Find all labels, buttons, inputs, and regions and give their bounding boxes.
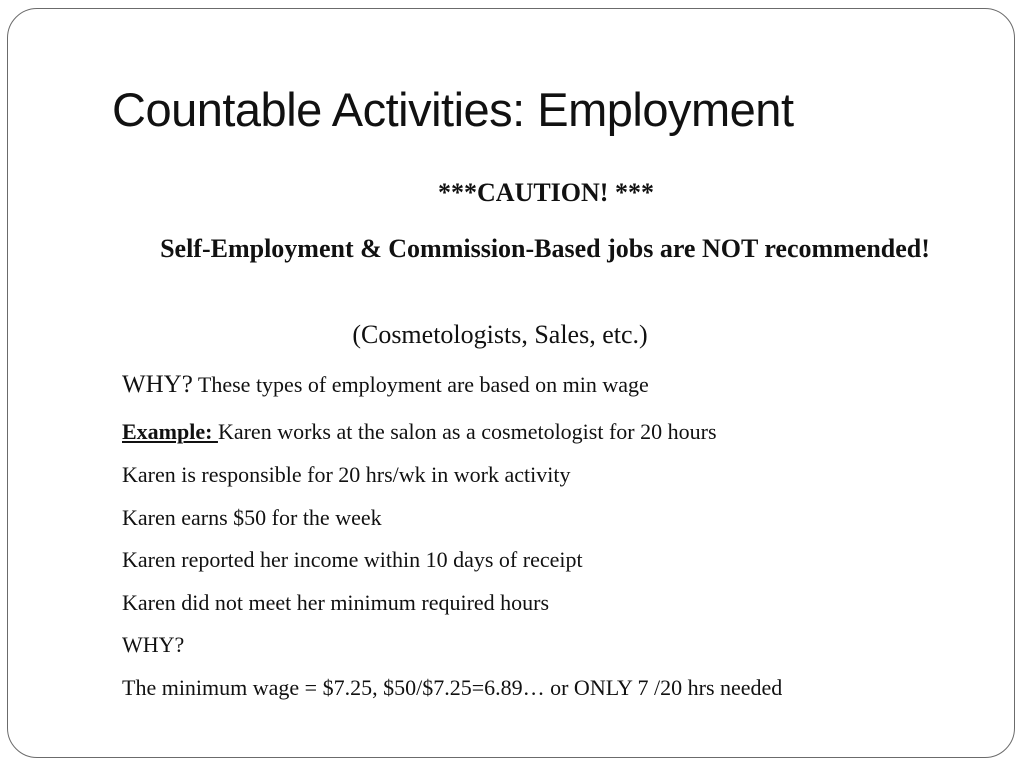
body-line: Karen reported her income within 10 days of receipt bbox=[122, 547, 583, 572]
why-line bbox=[122, 370, 649, 400]
why-label: WHY? bbox=[122, 371, 193, 398]
body-line: Karen is responsible for 20 hrs/wk in work activity bbox=[122, 462, 571, 487]
body-line: Karen earns $50 for the week bbox=[122, 505, 382, 530]
body-line: The minimum wage = $7.25, $50/$7.25=6.89… or ONLY 7 /20 hrs needed bbox=[122, 675, 783, 700]
examples-text: (Cosmetologists, Sales, etc.) bbox=[352, 320, 648, 349]
slide-title: Countable Activities: Employment bbox=[112, 83, 794, 136]
body-line: Karen did not meet her minimum required hours bbox=[122, 590, 550, 615]
why-text: These types of employment are based on min wage bbox=[192, 372, 649, 397]
example-label: Example: bbox=[122, 419, 218, 444]
caution-heading: ***CAUTION! *** bbox=[438, 178, 654, 207]
example-text: Karen works at the salon as a cosmetologist for 20 hours bbox=[217, 419, 717, 444]
body-line: WHY? bbox=[122, 632, 185, 657]
example-line bbox=[122, 419, 717, 445]
warning-text: Self-Employment & Commission-Based jobs are NOT recommended! bbox=[160, 234, 930, 263]
